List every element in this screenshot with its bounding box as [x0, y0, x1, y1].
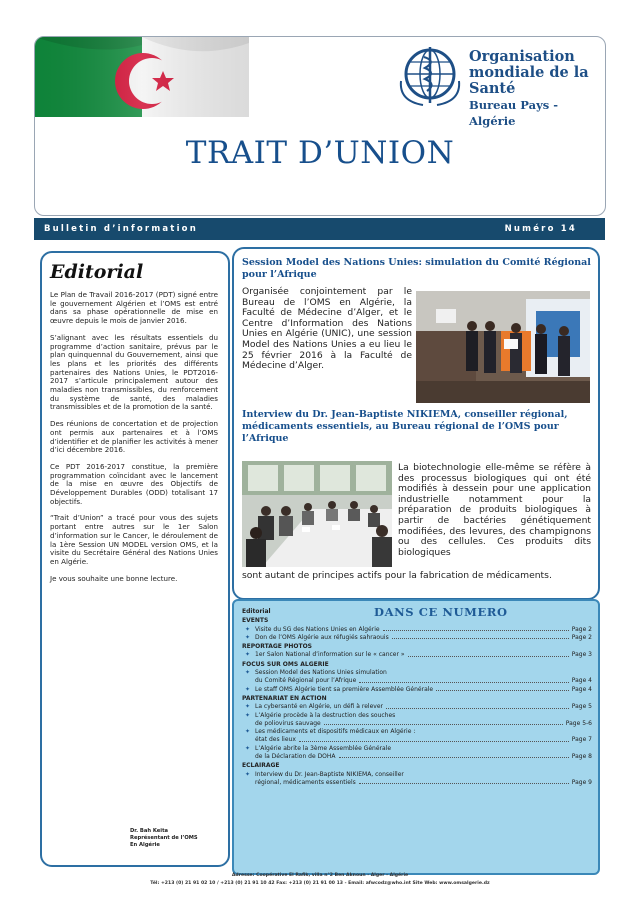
signature-place: En Algérie: [130, 842, 160, 848]
org-line-3: Bureau Pays - Algérie: [469, 98, 558, 128]
toc-section-title: REPORTAGE PHOTOS: [242, 643, 312, 651]
editorial-signature: [130, 828, 220, 849]
article-1-headline: Session Model des Nations Unies: simulation du Comité Régional pour l’Afrique: [242, 257, 591, 280]
toc-entry-continued[interactable]: [255, 720, 592, 728]
toc-entry-text-cont: régional, médicaments essentiels: [255, 778, 356, 786]
diamond-bullet-icon: ✦: [245, 728, 251, 736]
editorial-title: Editorial: [50, 261, 144, 283]
toc-entry[interactable]: [245, 686, 592, 694]
editorial-paragraph: Des réunions de concertation et de projection ont permis aux partenaires et à l’OMS d’identifier et de planifier les activités à mener d’ici décembre 2016.: [50, 419, 218, 455]
toc-entry-text: L’Algérie procède à la destruction des souches: [255, 711, 396, 719]
toc-entry[interactable]: [245, 651, 592, 659]
toc-entry-continued[interactable]: [255, 677, 592, 685]
toc-entry-page: Page 4: [571, 685, 592, 693]
diamond-bullet-icon: ✦: [245, 711, 251, 719]
toc-entry-page: Page 3: [571, 651, 592, 659]
editorial-paragraph: Ce PDT 2016-2017 constitue, la première programmation coïncidant avec le lancement de la mise en œuvre des Objectifs de Développement Durables (ODD) totalisant 17 objectifs.: [50, 461, 218, 506]
toc-section-title: PARTENARIAT EN ACTION: [242, 694, 327, 702]
toc-entry-text: 1er Salon National d’information sur le « cancer »: [255, 651, 405, 659]
toc-entry-page: Page 8: [571, 753, 592, 761]
diamond-bullet-icon: ✦: [245, 633, 251, 641]
table-of-contents: [232, 599, 600, 875]
toc-entry[interactable]: [245, 626, 592, 634]
toc-entry-text: La cybersanté en Algérie, un défi à relever: [255, 703, 383, 711]
diamond-bullet-icon: ✦: [245, 625, 251, 633]
footer-contact: [40, 872, 600, 888]
un-model-session-photo: [416, 291, 590, 403]
editorial-paragraph: Le Plan de Travail 2016-2017 (PDT) signé entre le gouvernement Algérien et l’OMS est entré dans sa phase opérationnelle de mise en œuvre depuis le mois de janvier 2016.: [50, 290, 218, 326]
toc-entry-continued[interactable]: [255, 736, 592, 744]
toc-entry-text: Interview du Dr. Jean-Baptiste NIKIEMA, conseiller: [255, 770, 404, 778]
toc-entry[interactable]: [245, 728, 592, 736]
toc-entry-text: L’Algérie abrite la 3ème Assemblée Générale: [255, 744, 392, 752]
diamond-bullet-icon: ✦: [245, 685, 251, 693]
diamond-bullet-icon: ✦: [245, 770, 251, 778]
diamond-bullet-icon: ✦: [245, 744, 251, 752]
diamond-bullet-icon: ✦: [245, 651, 251, 659]
toc-entry[interactable]: [245, 745, 592, 753]
issue-number: Numéro 14: [504, 224, 577, 234]
toc-entry-page: Page 9: [571, 778, 592, 786]
article-2-body: La biotechnologie elle-même se réfère à des processus biologiques qui ont été modifiés à dessein pour une application industrielle notamment pour la préparation de produits biologiques à partir de bactéries génétiquement modifiées, des levures, des champignons ou des cellules. Ces produits dits biologiques: [398, 462, 591, 558]
signature-name: Dr. Bah Keita: [130, 828, 169, 834]
toc-entry-text: Session Model des Nations Unies simulation: [255, 669, 387, 677]
bulletin-label: Bulletin d’information: [44, 224, 198, 234]
issue-band: [34, 218, 605, 240]
toc-entry[interactable]: [245, 712, 592, 720]
toc-title: DANS CE NUMERO: [374, 605, 508, 619]
toc-entry[interactable]: [245, 703, 592, 711]
toc-entry-text-cont: état des lieux: [255, 736, 296, 744]
article-2-body-continued: sont autant de principes actifs pour la fabrication de médicaments.: [242, 570, 552, 581]
editorial-box: [40, 251, 230, 867]
toc-entry-text-cont: de poliovirus sauvage: [255, 719, 321, 727]
toc-section-title: ECLAIRAGE: [242, 762, 280, 770]
toc-section-title: EVENTS: [242, 617, 269, 625]
toc-entry-text: Les médicaments et dispositifs médicaux en Algérie :: [255, 728, 416, 736]
org-line-1: Organisation: [469, 48, 575, 65]
toc-entry-text: Visite du SG des Nations Unies en Algérie: [255, 625, 380, 633]
signature-role: Représentant de l’OMS: [130, 835, 198, 841]
toc-entry-text: Don de l’OMS Algérie aux réfugiés sahraouis: [255, 633, 389, 641]
toc-entry-page: Page 2: [571, 633, 592, 641]
org-line-2: mondiale de la Santé: [469, 64, 589, 97]
editorial-paragraph: “Trait d’Union” a tracé pour vous des sujets portant entre autres sur le 1er Salon d’information sur le Cancer, le déroulement de la 1ère Session UN MODEL version OMS, et la visite du Secrétaire Général des Nations Unies en Algérie.: [50, 513, 218, 566]
who-emblem-icon: [395, 41, 465, 111]
algeria-flag-image: [35, 37, 249, 117]
toc-entry-continued[interactable]: [255, 779, 592, 787]
toc-entry-page: Page 4: [571, 677, 592, 685]
toc-entry-text-cont: de la Déclaration de DOHA: [255, 753, 336, 761]
editorial-paragraph: S’alignant avec les résultats essentiels du programme d’action sanitaire, prévus par le plan quinquennal du Gouvernement, ainsi que les plans et les priorités des différents partenaires des Nations Unies, le PDT2016-2017 s’articule principalement autour des maladies non transmissibles, du renforcement du système de santé, des maladies transmissibles et de la promotion de la santé.: [50, 332, 218, 412]
toc-entry-text-cont: du Comité Régional pour l’Afrique: [255, 677, 357, 685]
footer-address: Adresse: Coopérative El Rafik, villa n°2 Ben Aknoun - Alger - Algérie: [231, 873, 409, 878]
toc-entry-page: Page 2: [571, 625, 592, 633]
toc-entry-page: Page 5: [571, 703, 592, 711]
toc-section-title: FOCUS SUR OMS ALGERIE: [242, 660, 329, 668]
toc-entry-page: Page 5-6: [565, 719, 592, 727]
editorial-paragraph: Je vous souhaite une bonne lecture.: [50, 573, 178, 583]
newsletter-title: TRAIT D’UNION: [185, 135, 455, 171]
toc-entry[interactable]: [245, 669, 592, 677]
footer-phone-email: Tél: +213 (0) 21 91 02 10 / +213 (0) 21 91 10 42 Fax: +213 (0) 21 91 00 13 - Email: afwcodz@who.int Site Web: www.omsalgerie.dz: [150, 881, 490, 886]
editorial-body: [50, 291, 218, 591]
toc-entry[interactable]: [245, 634, 592, 642]
toc-list: [242, 607, 592, 787]
diamond-bullet-icon: ✦: [245, 703, 251, 711]
article-2-headline: Interview du Dr. Jean-Baptiste NIKIEMA, conseiller régional, médicaments essentiels, au Bureau régional de l’OMS pour l’Afrique: [242, 409, 568, 444]
articles-panel: [232, 247, 600, 600]
toc-entry-continued[interactable]: [255, 753, 592, 761]
who-organisation-name: [469, 49, 604, 129]
diamond-bullet-icon: ✦: [245, 669, 251, 677]
toc-entry-text: Le staff OMS Algérie tient sa première Assemblée Générale: [255, 685, 434, 693]
article-1-body: Organisée conjointement par le Bureau de l’OMS en Algérie, la Faculté de Médecine d’Alger, et le Centre d’Information des Nations Unies en Algérie (UNIC), une session Model des Nations Unies a eu lieu le 25 février 2016 à la Faculté de Médecine d’Alger.: [242, 286, 412, 372]
toc-entry[interactable]: [245, 771, 592, 779]
toc-entry-page: Page 7: [571, 736, 592, 744]
toc-editorial-label: Editorial: [242, 608, 271, 615]
masthead: [34, 36, 606, 216]
interview-meeting-photo: [242, 461, 392, 567]
